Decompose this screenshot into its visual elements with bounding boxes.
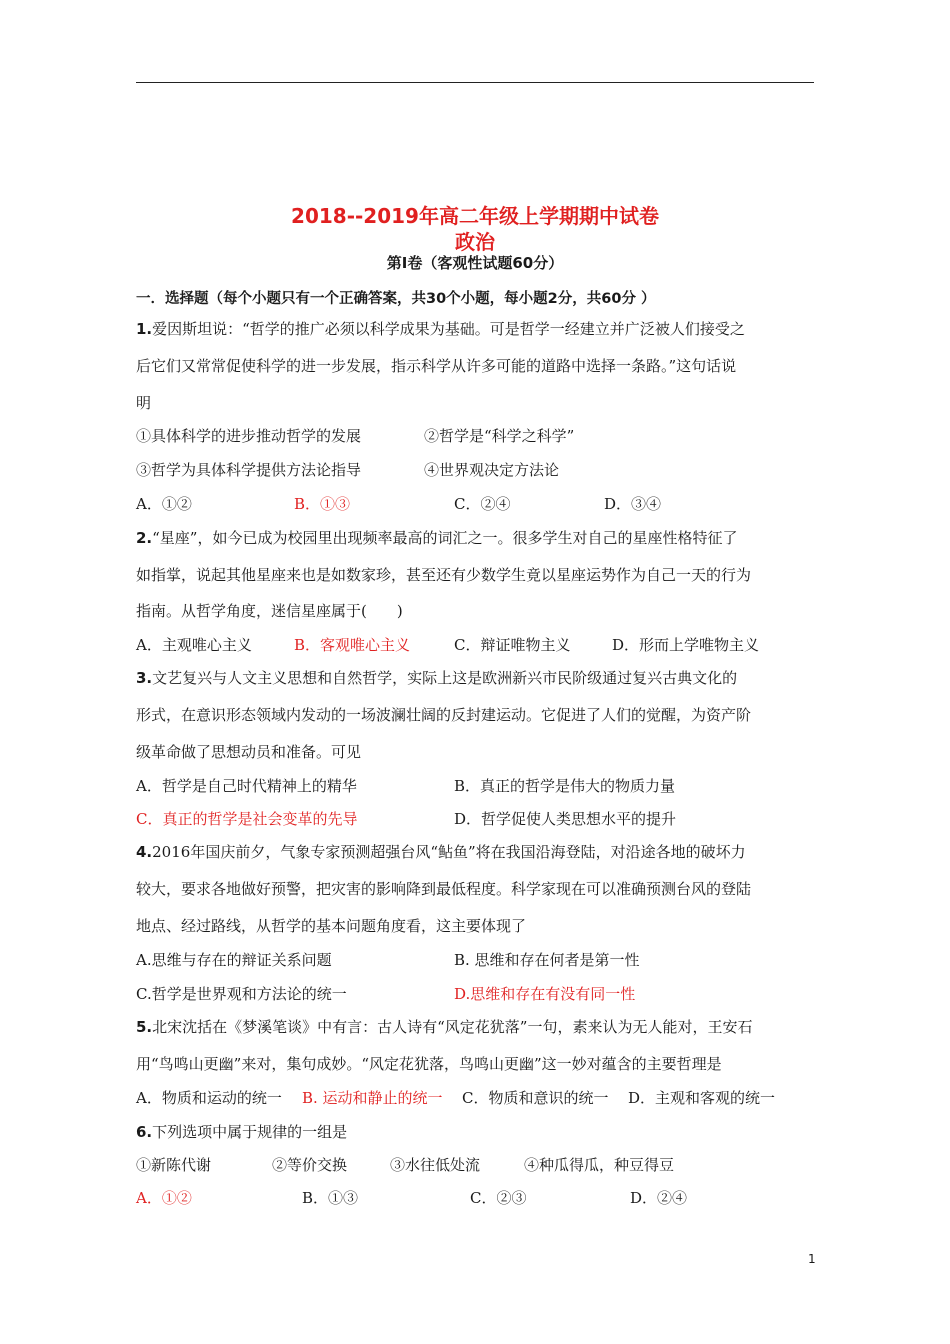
- option-b: B．①③: [302, 1189, 359, 1207]
- option-c: C.哲学是世界观和方法论的统一: [136, 985, 347, 1003]
- question-text: 后它们又常常促使科学的进一步发展，指示科学从许多可能的道路中选择一条路。”这句话说: [136, 357, 737, 375]
- option-c: C．物质和意识的统一: [462, 1089, 609, 1107]
- page-number: 1: [808, 1252, 816, 1266]
- question-3: [136, 667, 737, 688]
- question-number: 5.: [136, 1018, 153, 1036]
- statement-2: ②哲学是“科学之科学”: [424, 427, 575, 445]
- option-a: A．①②: [136, 495, 192, 513]
- statement-1: ①具体科学的进步推动哲学的发展: [136, 427, 362, 445]
- question-number: 6.: [136, 1123, 153, 1141]
- question-text: 指南。从哲学角度，迷信星座属于( ): [136, 602, 403, 620]
- question-text: 较大，要求各地做好预警，把灾害的影响降到最低程度。科学家现在可以准确预测台风的登陆: [136, 880, 752, 898]
- option-b: B. 思维和存在何者是第一性: [454, 951, 640, 969]
- question-number: 3.: [136, 669, 153, 687]
- option-a: A．物质和运动的统一: [136, 1089, 282, 1107]
- statement-4: ④世界观决定方法论: [424, 461, 560, 479]
- question-1: [136, 318, 745, 339]
- question-number: 2.: [136, 529, 153, 547]
- option-c: C．②③: [470, 1189, 527, 1207]
- question-text: “星座”，如今已成为校园里出现频率最高的词汇之一。很多学生对自己的星座性格特征了: [152, 529, 738, 547]
- section-heading: 第Ⅰ卷（客观性试题60分）: [386, 254, 564, 272]
- question-text: 地点、经过路线，从哲学的基本问题角度看，这主要体现了: [136, 917, 527, 935]
- option-a: A.思维与存在的辩证关系问题: [136, 951, 332, 969]
- option-d: D．③④: [604, 495, 662, 513]
- option-d: D．②④: [630, 1189, 688, 1207]
- option-c: C．辩证唯物主义: [454, 636, 571, 654]
- statement-1: ①新陈代谢: [136, 1156, 212, 1174]
- part-heading: 一．选择题（每个小题只有一个正确答案，共30个小题，每小题2分，共60分 ）: [136, 291, 656, 307]
- option-c: C．②④: [454, 495, 511, 513]
- option-b-answer: B．①③: [294, 495, 351, 513]
- question-text: 爱因斯坦说：“哲学的推广必须以科学成果为基础。可是哲学一经建立并广泛被人们接受之: [152, 320, 745, 338]
- question-4: [136, 841, 746, 862]
- question-number: 4.: [136, 843, 153, 861]
- question-text: 北宋沈括在《梦溪笔谈》中有言：古人诗有“风定花犹落”一句，素来认为无人能对，王安石: [152, 1018, 753, 1036]
- header-rule: [136, 82, 814, 83]
- option-a: A．主观唯心主义: [136, 636, 252, 654]
- question-text: 明: [136, 394, 152, 412]
- option-d: D．形而上学唯物主义: [612, 636, 760, 654]
- question-text: 用“鸟鸣山更幽”来对，集句成妙。“风定花犹落，鸟鸣山更幽”这一妙对蕴含的主要哲理是: [136, 1055, 722, 1073]
- statement-2: ②等价交换: [272, 1156, 348, 1174]
- statement-3: ③水往低处流: [390, 1156, 481, 1174]
- question-2: [136, 527, 737, 548]
- question-text: 级革命做了思想动员和准备。可见: [136, 743, 362, 761]
- question-text: 如指掌，说起其他星座来也是如数家珍，甚至还有少数学生竟以星座运势作为自己一天的行为: [136, 566, 752, 584]
- option-a-answer: A．①②: [136, 1189, 192, 1207]
- exam-subject: 政治: [455, 230, 495, 254]
- question-5: [136, 1016, 752, 1037]
- option-c-answer: C．真正的哲学是社会变革的先导: [136, 810, 358, 828]
- exam-title: 2018--2019年高二年级上学期期中试卷: [291, 204, 659, 228]
- option-d: D．主观和客观的统一: [628, 1089, 776, 1107]
- option-b: B．真正的哲学是伟大的物质力量: [454, 777, 676, 795]
- option-d-answer: D.思维和存在有没有同一性: [454, 985, 636, 1003]
- question-text: 形式，在意识形态领域内发动的一场波澜壮阔的反封建运动。它促进了人们的觉醒，为资产阶: [136, 706, 752, 724]
- statement-4: ④种瓜得瓜，种豆得豆: [524, 1156, 675, 1174]
- question-number: 1.: [136, 320, 153, 338]
- option-b-answer: B. 运动和静止的统一: [302, 1089, 443, 1107]
- question-text: 文艺复兴与人文主义思想和自然哲学，实际上这是欧洲新兴市民阶级通过复兴古典文化的: [152, 669, 738, 687]
- option-b-answer: B．客观唯心主义: [294, 636, 411, 654]
- option-a: A．哲学是自己时代精神上的精华: [136, 777, 357, 795]
- question-text: 下列选项中属于规律的一组是: [152, 1123, 348, 1141]
- statement-3: ③哲学为具体科学提供方法论指导: [136, 461, 362, 479]
- question-6: [136, 1121, 347, 1142]
- question-text: 2016年国庆前夕，气象专家预测超强台风“鲇鱼”将在我国沿海登陆，对沿途各地的破坏力: [152, 843, 746, 861]
- option-d: D．哲学促使人类思想水平的提升: [454, 810, 677, 828]
